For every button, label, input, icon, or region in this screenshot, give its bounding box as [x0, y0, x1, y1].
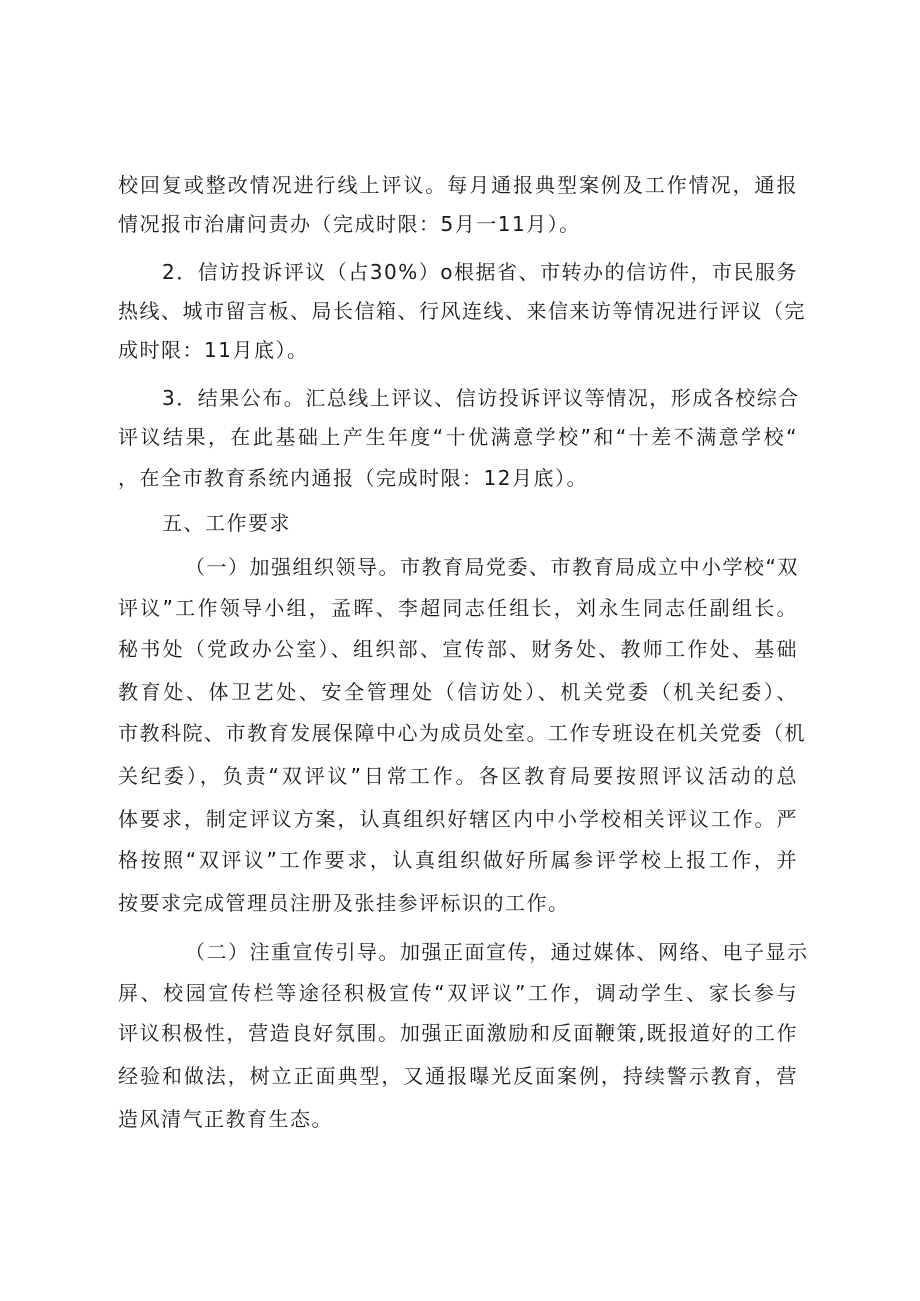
- text-line: 热线、城市留言板、局长信箱、行风连线、来信来访等情况进行评议（完: [118, 299, 806, 323]
- text-line: 评议积极性，营造良好氛围。加强正面激励和反面鞭策,既报道好的工作: [118, 1021, 798, 1045]
- text-line: 3．结果公布。汇总线上评议、信访投诉评议等情况，形成各校综合: [162, 386, 800, 410]
- text-line: ，在全市教育系统内通报（完成时限：12月底）。: [118, 466, 588, 490]
- text-line: 教育处、体卫艺处、安全管理处（信访处）、机关党委（机关纪委）、: [118, 680, 798, 704]
- text-line: 评议结果，在此基础上产生年度“十优满意学校”和“十差不满意学校“: [118, 425, 798, 449]
- text-line: 校回复或整改情况进行线上评议。每月通报典型案例及工作情况，通报: [118, 173, 798, 197]
- text-line: 屏、校园宣传栏等途径积极宣传“双评议”工作，调动学生、家长参与: [118, 981, 798, 1005]
- text-line: 评议”工作领导小组，孟晖、李超同志任组长，刘永生同志任副组长。: [118, 596, 798, 620]
- text-line: 经验和做法，树立正面典型，又通报曝光反面案例，持续警示教育，营: [118, 1064, 798, 1088]
- text-line: 秘书处（党政办公室）、组织部、宣传部、财务处、教师工作处、基础: [118, 637, 798, 661]
- text-line: （一）加强组织领导。市教育局党委、市教育局成立中小学校“双: [185, 555, 799, 579]
- text-line: 按要求完成管理员注册及张挂参评标识的工作。: [118, 891, 570, 915]
- text-line: 情况报市治庸问责办（完成时限：5月一11月）。: [118, 212, 581, 236]
- text-line: （二）注重宣传引导。加强正面宣传，通过媒体、网络、电子显示: [185, 940, 809, 964]
- text-line: 体要求，制定评议方案，认真组织好辖区内中小学校相关评议工作。严: [118, 807, 798, 831]
- text-line: 格按照“双评议”工作要求，认真组织做好所属参评学校上报工作，并: [118, 848, 798, 872]
- text-line: 2．信访投诉评议（占30%）o根据省、市转办的信访件，市民服务: [162, 260, 798, 284]
- text-line: 造风清气正教育生态。: [118, 1107, 333, 1131]
- section-heading: 五、工作要求: [162, 511, 291, 535]
- text-line: 关纪委），负责“双评议”日常工作。各区教育局要按照评议活动的总: [118, 764, 798, 788]
- text-line: 市教科院、市教育发展保障中心为成员处室。工作专班设在机关党委（机: [118, 721, 806, 745]
- text-line: 成时限：11月底）。: [118, 338, 309, 362]
